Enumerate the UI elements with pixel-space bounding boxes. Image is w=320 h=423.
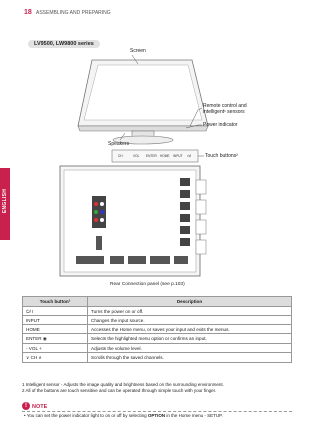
note-text-after: in the Home menu - SETUP. bbox=[165, 413, 223, 418]
strip-label-input: INPUT bbox=[173, 154, 183, 158]
callout-speakers: Speakers bbox=[108, 141, 130, 147]
rear-connection-panel bbox=[60, 166, 206, 276]
button-description: Changes the input source. bbox=[88, 316, 292, 325]
footnote-1: 1 Intelligent sensor - Adjusts the image quality and brightness based on the surrounding environment. bbox=[22, 382, 224, 387]
button-name: ∨ CH ∧ bbox=[23, 353, 88, 363]
col-header-description: Description bbox=[88, 297, 292, 307]
note-text bbox=[24, 413, 223, 418]
button-description: Accesses the Home menu, or saves your input and exits the menus. bbox=[88, 325, 292, 334]
table-row bbox=[23, 353, 292, 363]
table-row bbox=[23, 316, 292, 325]
note-heading: NOTE bbox=[32, 404, 48, 410]
page-number: 18 bbox=[24, 9, 32, 16]
note-icon: ! bbox=[22, 402, 30, 410]
callout-screen: Screen bbox=[130, 48, 146, 54]
button-name: INPUT bbox=[23, 316, 88, 325]
table-row bbox=[23, 334, 292, 344]
panel-caption: Rear Connection panel (see p.103) bbox=[110, 282, 185, 287]
col-header-button: Touch button² bbox=[23, 297, 88, 307]
strip-label-enter: ENTER bbox=[146, 154, 157, 158]
strip-label-power: ⏻/I bbox=[187, 154, 192, 158]
callout-touch-buttons: Touch buttons² bbox=[205, 153, 238, 159]
strip-label-ch: CH bbox=[118, 154, 123, 158]
note-divider bbox=[22, 411, 292, 412]
touch-button-strip bbox=[112, 150, 204, 162]
footnote-2: 2 All of the buttons are touch sensitive and can be operated through simple touch with your finger. bbox=[22, 388, 217, 394]
footnotes bbox=[22, 382, 290, 395]
button-description: Selects the highlighted menu option or confirms an input. bbox=[88, 334, 292, 344]
button-description: Adjusts the volume level. bbox=[88, 344, 292, 353]
button-name: HOME bbox=[23, 325, 88, 334]
callout-remote-sensor-line1: Remote control and bbox=[203, 103, 247, 109]
button-name: - VOL + bbox=[23, 344, 88, 353]
callout-remote-sensor bbox=[203, 103, 247, 115]
strip-label-vol: VOL bbox=[133, 154, 140, 158]
side-tab-label: ENGLISH bbox=[2, 188, 8, 214]
button-name: ⏻/ I bbox=[23, 307, 88, 316]
note-text-before: • You can set the power indicator light to on or off by selecting bbox=[24, 413, 148, 418]
table-row bbox=[23, 307, 292, 316]
tv-front-illustration bbox=[78, 60, 208, 144]
series-label: LV9500, LW9800 series bbox=[28, 40, 100, 48]
table-header-row bbox=[23, 297, 292, 307]
table-row bbox=[23, 344, 292, 353]
table-row bbox=[23, 325, 292, 334]
callout-remote-sensor-line2: intelligent¹ sensors bbox=[203, 109, 245, 115]
section-title: ASSEMBLING AND PREPARING bbox=[36, 10, 111, 16]
button-description: Turns the power on or off. bbox=[88, 307, 292, 316]
touch-button-table bbox=[22, 296, 292, 363]
button-name: ENTER ◉ bbox=[23, 334, 88, 344]
callout-power-indicator: Power indicator bbox=[203, 122, 238, 128]
button-description: Scrolls through the saved channels. bbox=[88, 353, 292, 363]
note-text-bold: OPTION bbox=[147, 413, 166, 418]
strip-label-home: HOME bbox=[160, 154, 170, 158]
